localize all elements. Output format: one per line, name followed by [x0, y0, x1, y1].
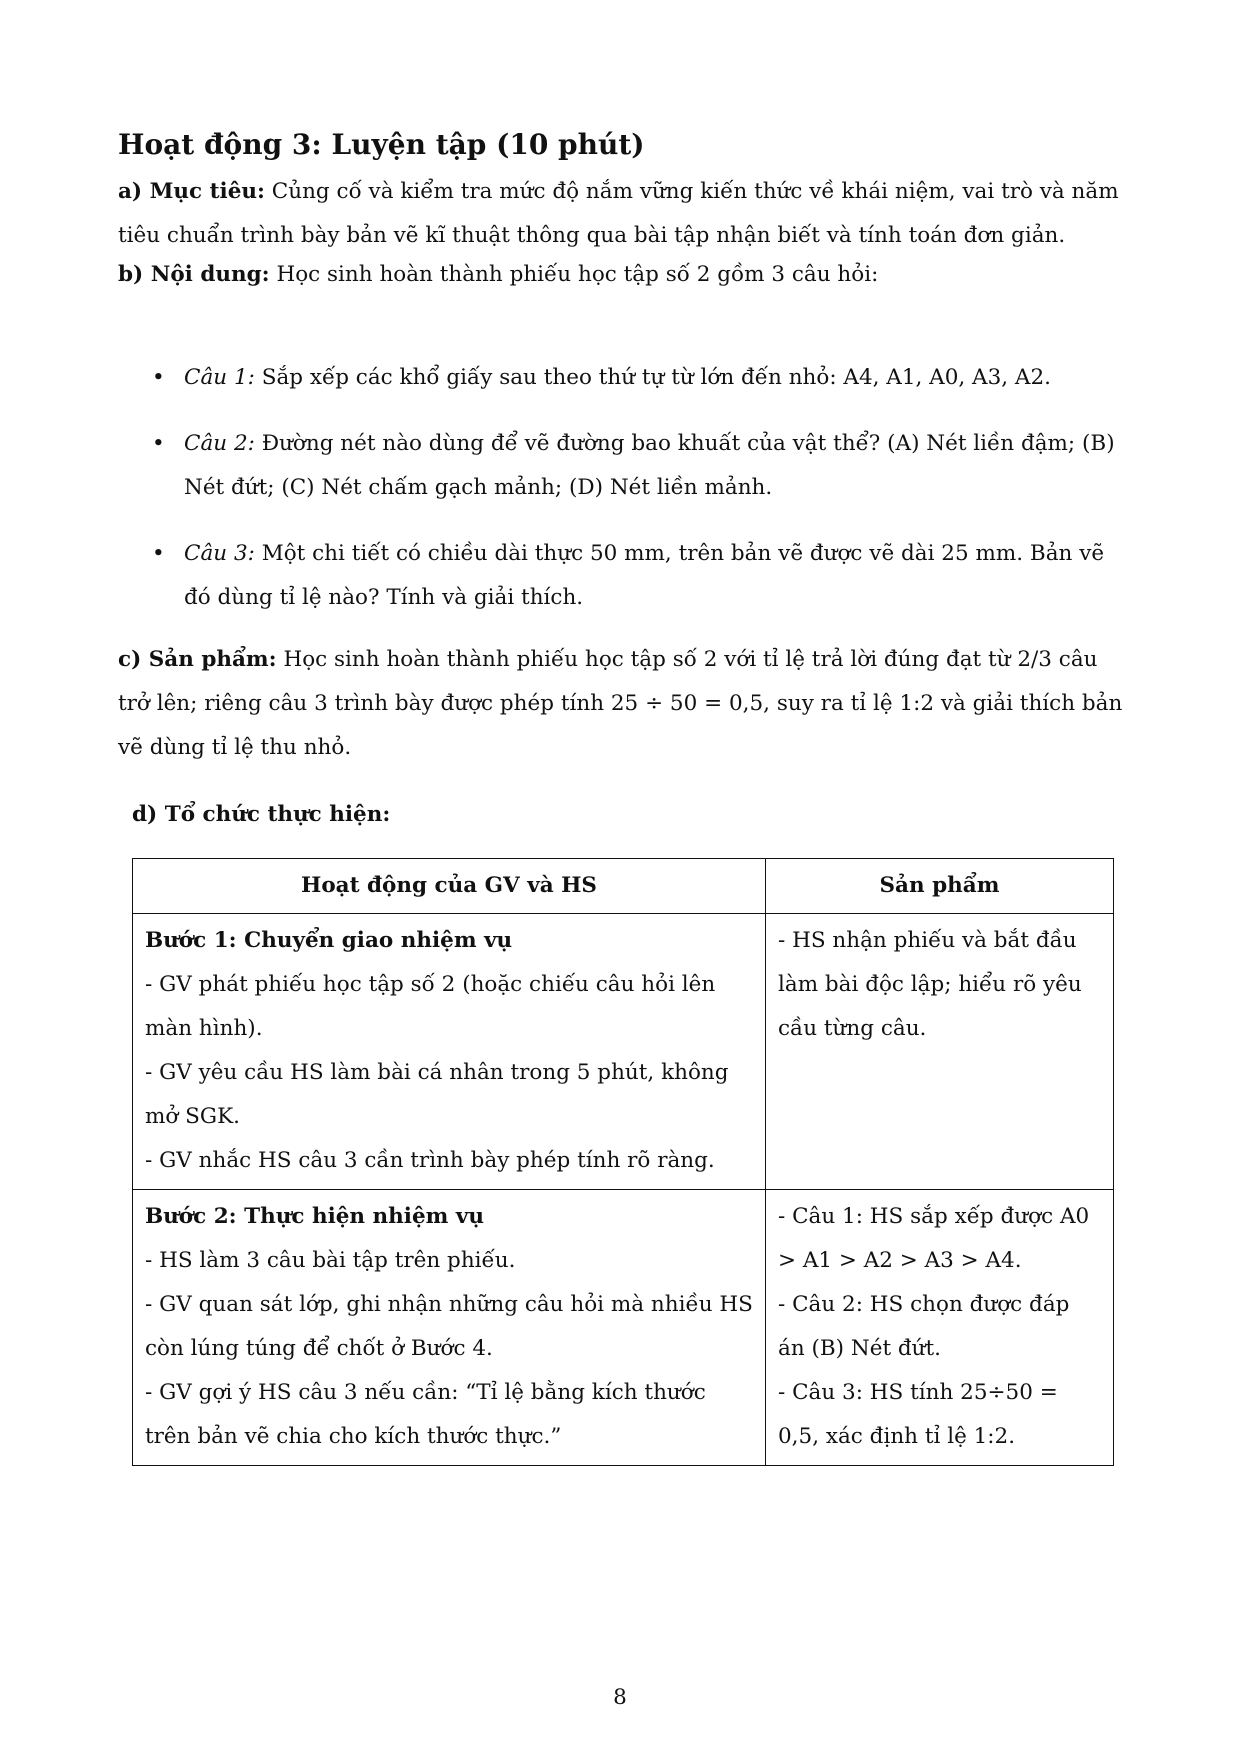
activity-cell [133, 1190, 766, 1466]
objective-label: a) Mục tiêu: [118, 179, 265, 204]
page-number: 8 [613, 1685, 627, 1710]
step-title: Bước 2: Thực hiện nhiệm vụ [145, 1204, 485, 1229]
organization-heading: d) Tổ chức thực hiện: [132, 802, 391, 827]
objective-text: Củng cố và kiểm tra mức độ nắm vững kiến thức về khái niệm, vai trò và năm tiêu chuẩn trình bày bản vẽ kĩ thuật thông qua bài tập nhận biết và tính toán đơn giản. [118, 179, 1119, 248]
activity-title: Hoạt động 3: Luyện tập (10 phút) [118, 128, 645, 161]
activity-table [132, 858, 1114, 1466]
activity-line: - GV phát phiếu học tập số 2 (hoặc chiếu câu hỏi lên màn hình). [145, 972, 716, 1041]
product-line: - Câu 3: HS tính 25÷50 = 0,5, xác định tỉ lệ 1:2. [778, 1380, 1058, 1449]
bullet-icon: • [152, 365, 165, 390]
question-list [118, 356, 1128, 642]
content-label: b) Nội dung: [118, 262, 270, 287]
objective-paragraph [118, 170, 1128, 258]
table-header-row [133, 859, 1114, 914]
product-paragraph [118, 638, 1128, 770]
question-text: Một chi tiết có chiều dài thực 50 mm, trên bản vẽ được vẽ dài 25 mm. Bản vẽ đó dùng tỉ lệ nào? Tính và giải thích. [184, 541, 1105, 610]
content-paragraph [118, 253, 1128, 297]
bullet-icon: • [152, 541, 165, 566]
activity-line: - GV nhắc HS câu 3 cần trình bày phép tính rõ ràng. [145, 1148, 715, 1173]
question-label: Câu 1: [184, 365, 255, 390]
content-text: Học sinh hoàn thành phiếu học tập số 2 gồm 3 câu hỏi: [269, 262, 879, 287]
activity-line: - GV yêu cầu HS làm bài cá nhân trong 5 phút, không mở SGK. [145, 1060, 729, 1129]
column-header-activity: Hoạt động của GV và HS [133, 859, 766, 914]
table-row [133, 1190, 1114, 1466]
table-row [133, 914, 1114, 1190]
step-title: Bước 1: Chuyển giao nhiệm vụ [145, 928, 513, 953]
product-text: Học sinh hoàn thành phiếu học tập số 2 với tỉ lệ trả lời đúng đạt từ 2/3 câu trở lên; riêng câu 3 trình bày được phép tính 25 ÷ 50 = 0,5, suy ra tỉ lệ 1:2 và giải thích bản vẽ dùng tỉ lệ thu nhỏ. [118, 647, 1123, 760]
list-item [118, 422, 1128, 510]
product-line: - Câu 1: HS sắp xếp được A0 > A1 > A2 > A3 > A4. [778, 1204, 1090, 1273]
product-cell [766, 914, 1114, 1190]
activity-line: - GV quan sát lớp, ghi nhận những câu hỏi mà nhiều HS còn lúng túng để chốt ở Bước 4. [145, 1292, 753, 1361]
product-line: - HS nhận phiếu và bắt đầu làm bài độc lập; hiểu rõ yêu cầu từng câu. [778, 928, 1082, 1041]
product-line: - Câu 2: HS chọn được đáp án (B) Nét đứt. [778, 1292, 1070, 1361]
question-text: Sắp xếp các khổ giấy sau theo thứ tự từ lớn đến nhỏ: A4, A1, A0, A3, A2. [254, 365, 1051, 390]
product-label: c) Sản phẩm: [118, 647, 277, 672]
question-label: Câu 2: [184, 431, 255, 456]
column-header-product: Sản phẩm [766, 859, 1114, 914]
question-text: Đường nét nào dùng để vẽ đường bao khuất của vật thể? (A) Nét liền đậm; (B) Nét đứt; (C) Nét chấm gạch mảnh; (D) Nét liền mảnh. [184, 431, 1115, 500]
list-item [118, 532, 1128, 620]
product-cell [766, 1190, 1114, 1466]
activity-line: - HS làm 3 câu bài tập trên phiếu. [145, 1248, 516, 1273]
activity-cell [133, 914, 766, 1190]
activity-line: - GV gợi ý HS câu 3 nếu cần: “Tỉ lệ bằng kích thước trên bản vẽ chia cho kích thước thực.” [145, 1380, 706, 1449]
bullet-icon: • [152, 431, 165, 456]
question-label: Câu 3: [184, 541, 255, 566]
list-item [118, 356, 1128, 400]
